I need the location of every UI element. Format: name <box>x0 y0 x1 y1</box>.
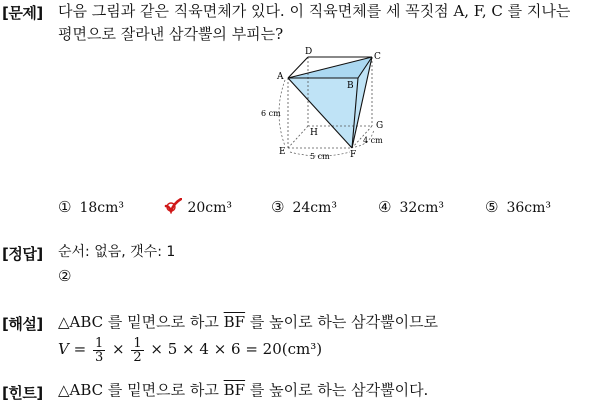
choice-5-num: ⑤ <box>485 198 499 216</box>
cuboid-figure <box>255 44 395 164</box>
choice-2-value: 20cm³ <box>187 200 232 216</box>
vertex-e: E <box>279 147 286 157</box>
choice-3-value: 24cm³ <box>292 200 337 216</box>
explanation-pre: △ABC 를 밑면으로 하고 <box>58 313 224 331</box>
choice-1-value: 18cm³ <box>79 200 124 216</box>
choice-4[interactable] <box>378 198 444 216</box>
choice-3[interactable] <box>271 198 337 216</box>
explanation-segment-bf: $\overline{BF}$ <box>223 313 246 331</box>
hint-post: 를 높이로 하는 삼각뿔이다. <box>245 381 429 399</box>
vertex-b: B <box>347 81 354 91</box>
choice-3-num: ③ <box>271 198 285 216</box>
explanation-label: [해설] <box>2 315 43 333</box>
hint-line <box>58 379 428 401</box>
problem-line-2: 평면으로 잘라낸 삼각뿔의 부피는? <box>58 25 284 43</box>
problem-line-1: 다음 그림과 같은 직육면체가 있다. 이 직육면체를 세 꼭짓점 A, F, C 를 지나는 <box>58 2 571 20</box>
choice-1-num: ① <box>58 198 72 216</box>
choice-5-value: 36cm³ <box>506 200 551 216</box>
explanation-formula: V = $\frac{1}{3}$ × $\frac{1}{2}$ × 5 × 4 × 6 = 20(cm³) <box>58 335 323 365</box>
vertex-d: D <box>305 47 313 57</box>
vertex-h: H <box>310 128 318 138</box>
fraction-one-third: $\frac{1}{3}$ <box>94 335 104 365</box>
choice-5[interactable] <box>485 198 551 216</box>
vertex-g: G <box>376 121 384 131</box>
choice-4-num: ④ <box>378 198 392 216</box>
formula-lhs: V <box>58 340 69 358</box>
hint-label: [힌트] <box>2 384 43 402</box>
explanation-post: 를 높이로 하는 삼각뿔이므로 <box>245 313 439 331</box>
vertex-f: F <box>350 150 357 160</box>
choice-1[interactable] <box>58 198 124 216</box>
explanation-line-1 <box>58 311 438 333</box>
answer-label: [정답] <box>2 245 43 263</box>
hint-segment-bf: $\overline{BF}$ <box>223 381 246 399</box>
dim-depth: 4 cm <box>363 136 383 145</box>
formula-rest: × 5 × 4 × 6 = 20(cm³) <box>150 340 323 358</box>
answer-line-1: 순서: 없음, 갯수: 1 <box>58 244 176 260</box>
vertex-a: A <box>277 72 284 82</box>
dim-width: 5 cm <box>310 152 330 161</box>
choice-2[interactable] <box>166 198 232 216</box>
answer-line-2: ② <box>58 267 72 285</box>
choice-4-value: 32cm³ <box>399 200 444 216</box>
hint-pre: △ABC 를 밑면으로 하고 <box>58 381 224 399</box>
dim-height: 6 cm <box>261 109 281 118</box>
fraction-one-half: $\frac{1}{2}$ <box>133 335 142 365</box>
check-mark-icon <box>164 198 182 214</box>
problem-label: [문제] <box>2 4 43 22</box>
vertex-c: C <box>374 52 381 62</box>
